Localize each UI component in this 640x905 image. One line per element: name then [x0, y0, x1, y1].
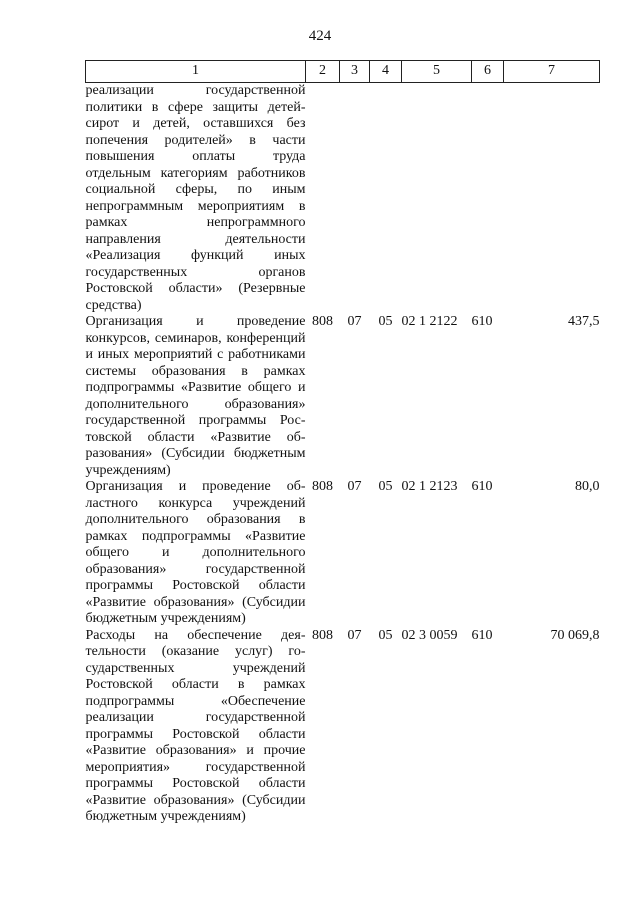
row-target-code: 02 1 2123: [401, 479, 458, 494]
row-section-code: 07: [347, 627, 362, 643]
row-target-code: 02 3 0059: [401, 627, 458, 643]
row-description: реализации государственной политики в сфере защиты детей-сирот и детей, оставшихся без попечения родителей» в части повышения оплаты труда отдельным категориям работников социальной сферы, по иным непрограммным мероприятиям в рамках непрограммного направления деятельности «Реализация функций иных государственных органов Ростовской области» (Резервные средства): [85, 83, 306, 313]
row-section-code: 07: [347, 479, 362, 494]
row-expense-type: 610: [471, 479, 493, 494]
column-header-4: 4: [370, 61, 402, 83]
table-row: [86, 83, 600, 315]
budget-table: [85, 60, 600, 826]
row-description: Организация и проведение областного конкурса учреждений дополнительного образования в рамках подпрограммы «Развитие общего и дополнительного образования» государственной программы Ростовской области «Развитие образования» (Субсидии бюджетным учреждениям): [85, 479, 306, 626]
row-amount: [504, 83, 600, 315]
row-description: Организация и проведение конкурсов, семинаров, конференций и иных мероприятий с работниками системы образования в рамках подпрограммы «Развитие общего и дополнительного образования» государственной программы Ростовской области «Развитие образования» (Субсидии бюджетным учреждениям): [85, 314, 306, 478]
row-expense-type: [472, 83, 504, 315]
table-row: [86, 479, 600, 628]
row-section-code: [340, 83, 370, 315]
row-expense-type: 610: [471, 627, 493, 643]
row-amount: 80,0: [575, 479, 600, 494]
row-amount: 70 069,8: [550, 627, 600, 643]
row-subsection-code: 05: [378, 314, 393, 329]
column-header-1: 1: [86, 61, 306, 83]
row-expense-type: 610: [471, 314, 493, 329]
page-number: 424: [308, 28, 332, 44]
table-row: [86, 628, 600, 826]
table-header-row: [86, 61, 600, 83]
row-target-code: 02 1 2122: [401, 314, 458, 329]
row-ministry-code: [306, 83, 340, 315]
table-row: [86, 314, 600, 479]
row-amount: 437,5: [568, 314, 600, 329]
column-header-2: 2: [306, 61, 340, 83]
row-subsection-code: 05: [378, 479, 393, 494]
row-subsection-code: [370, 83, 402, 315]
row-subsection-code: 05: [378, 627, 393, 643]
row-description: Расходы на обеспечение деятельности (оказание услуг) государственных учреждений Ростовской области в рамках подпрограммы «Обеспечение реализации государственной программы Ростовской области «Развитие образования» и прочие мероприятия» государственной программы Ростовской области «Развитие образования» (Субсидии бюджетным учреждениям): [85, 627, 306, 824]
row-target-code: [402, 83, 472, 315]
row-section-code: 07: [347, 314, 362, 329]
column-header-6: 6: [472, 61, 504, 83]
column-header-7: 7: [504, 61, 600, 83]
row-ministry-code: 808: [312, 314, 333, 329]
column-header-3: 3: [340, 61, 370, 83]
row-ministry-code: 808: [312, 479, 333, 494]
row-ministry-code: 808: [312, 627, 333, 643]
column-header-5: 5: [402, 61, 472, 83]
